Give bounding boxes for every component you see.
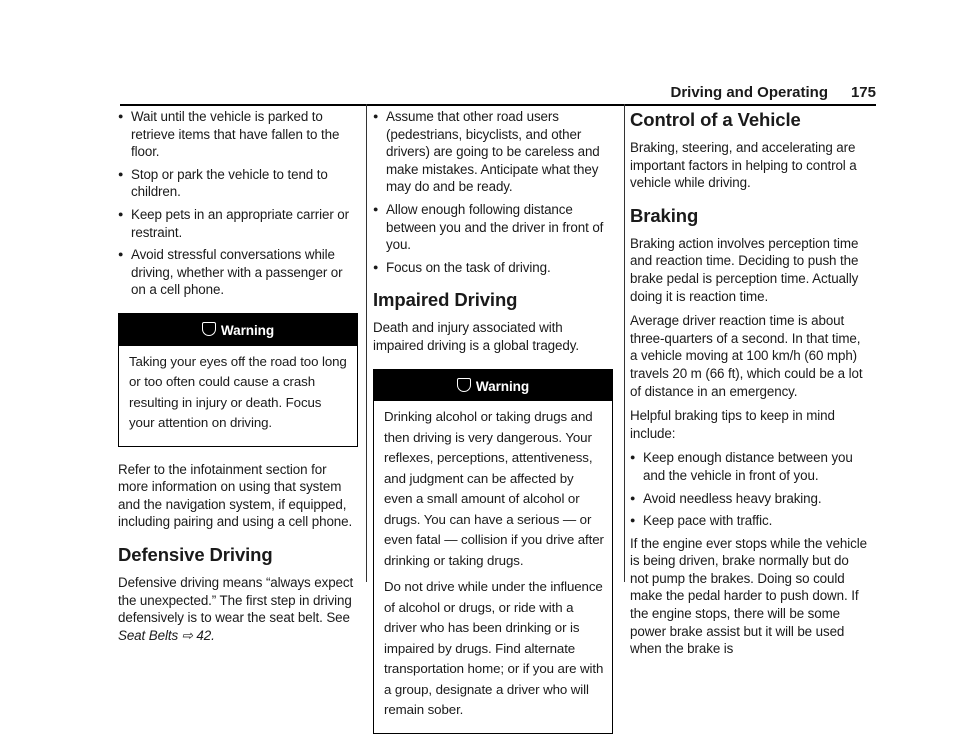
- header-rule: [120, 104, 876, 106]
- paragraph: Average driver reaction time is about three-quarters of a second. In that time, a vehicle moving at 100 km/h (60 mph) travels 20 m (66 ft), which could be a lot of distance in an emergency.: [630, 313, 863, 399]
- paragraph: If the engine ever stops while the vehicle is being driven, brake normally but do not pump the brakes. Doing so could make the pedal harder to push down. If the engine stops, there will be some power brake assist but it will be used when the brake is: [630, 535, 867, 657]
- bullet-list: [630, 449, 870, 529]
- section-heading: Defensive Driving: [118, 543, 273, 565]
- warning-box: [118, 313, 358, 447]
- paragraph: Death and injury associated with impaired driving is a global tragedy.: [373, 320, 579, 353]
- column-divider: [624, 104, 625, 582]
- paragraph: Braking, steering, and accelerating are important factors in helping to control a vehicle while driving.: [630, 140, 857, 191]
- bullet-list: [373, 108, 613, 276]
- warning-body: [119, 346, 357, 446]
- page-number: 175: [850, 84, 876, 101]
- page-ref-icon: ⇨: [181, 627, 193, 643]
- warning-icon: [202, 322, 216, 336]
- column-divider: [366, 104, 367, 582]
- list-item: ● Focus on the task of driving.: [373, 259, 613, 277]
- column-2: [373, 108, 613, 748]
- section-heading: Control of a Vehicle: [630, 109, 801, 130]
- section-heading: Braking: [630, 204, 699, 226]
- bullet-list: [118, 108, 358, 299]
- warning-text: Drinking alcohol or taking drugs and then driving is very dangerous. Your reflexes, perceptions, attentiveness, and judgment can be affected by even a small amount of alcohol or drugs. You can have a serious — or even fatal — collision if you drive after drinking or taking drugs.: [384, 409, 604, 568]
- column-3: [630, 108, 870, 665]
- list-item: ● Stop or park the vehicle to tend to children.: [118, 166, 358, 201]
- list-item: ● Assume that other road users (pedestrians, bicyclists, and other drivers) are going to be careless and make mistakes. Anticipate what they may do and be ready.: [373, 108, 613, 196]
- paragraph: Helpful braking tips to keep in mind include:: [630, 408, 835, 441]
- warning-title: Warning: [475, 378, 530, 394]
- list-item: ● Allow enough following distance between you and the driver in front of you.: [373, 201, 613, 254]
- list-item: ● Wait until the vehicle is parked to retrieve items that have fallen to the floor.: [118, 108, 358, 161]
- section-heading: Impaired Driving: [373, 289, 518, 311]
- warning-text: Taking your eyes off the road too long or too often could cause a crash resulting in injury or death. Focus your attention on driving.: [129, 353, 347, 431]
- warning-title: Warning: [220, 322, 275, 338]
- warning-box: [373, 369, 613, 734]
- paragraph: Braking action involves perception time and reaction time. Deciding to push the brake pedal is perception time. Actually doing it is reaction time.: [630, 235, 859, 304]
- warning-header: [119, 314, 357, 346]
- paragraph: Defensive driving means “always expect the unexpected.” The first step in driving defensively is to wear the seat belt. See Seat Belts ⇨ 42.: [118, 574, 354, 643]
- warning-icon: [457, 378, 471, 392]
- warning-header: [374, 370, 612, 402]
- warning-body: [374, 401, 612, 733]
- list-item: ● Avoid needless heavy braking.: [630, 490, 870, 508]
- paragraph: Refer to the infotainment section for more information on using that system and the navigation system, if equipped, including pairing and using a cell phone.: [118, 461, 353, 530]
- list-item: ● Keep enough distance between you and the vehicle in front of you.: [630, 449, 870, 484]
- warning-text: Do not drive while under the influence of alcohol or drugs, or ride with a driver who has been drinking or is impaired by drugs. Find alternate transportation home; or if you are with a group, designate a driver who will remain sober.: [384, 579, 604, 718]
- column-1: [118, 108, 358, 651]
- header-title: Driving and Operating: [670, 84, 828, 101]
- seat-belts-link[interactable]: Seat Belts ⇨ 42.: [118, 627, 215, 643]
- list-item: ● Keep pace with traffic.: [630, 512, 870, 530]
- list-item: ● Avoid stressful conversations while driving, whether with a passenger or on a cell phone.: [118, 246, 358, 299]
- list-item: ● Keep pets in an appropriate carrier or restraint.: [118, 206, 358, 241]
